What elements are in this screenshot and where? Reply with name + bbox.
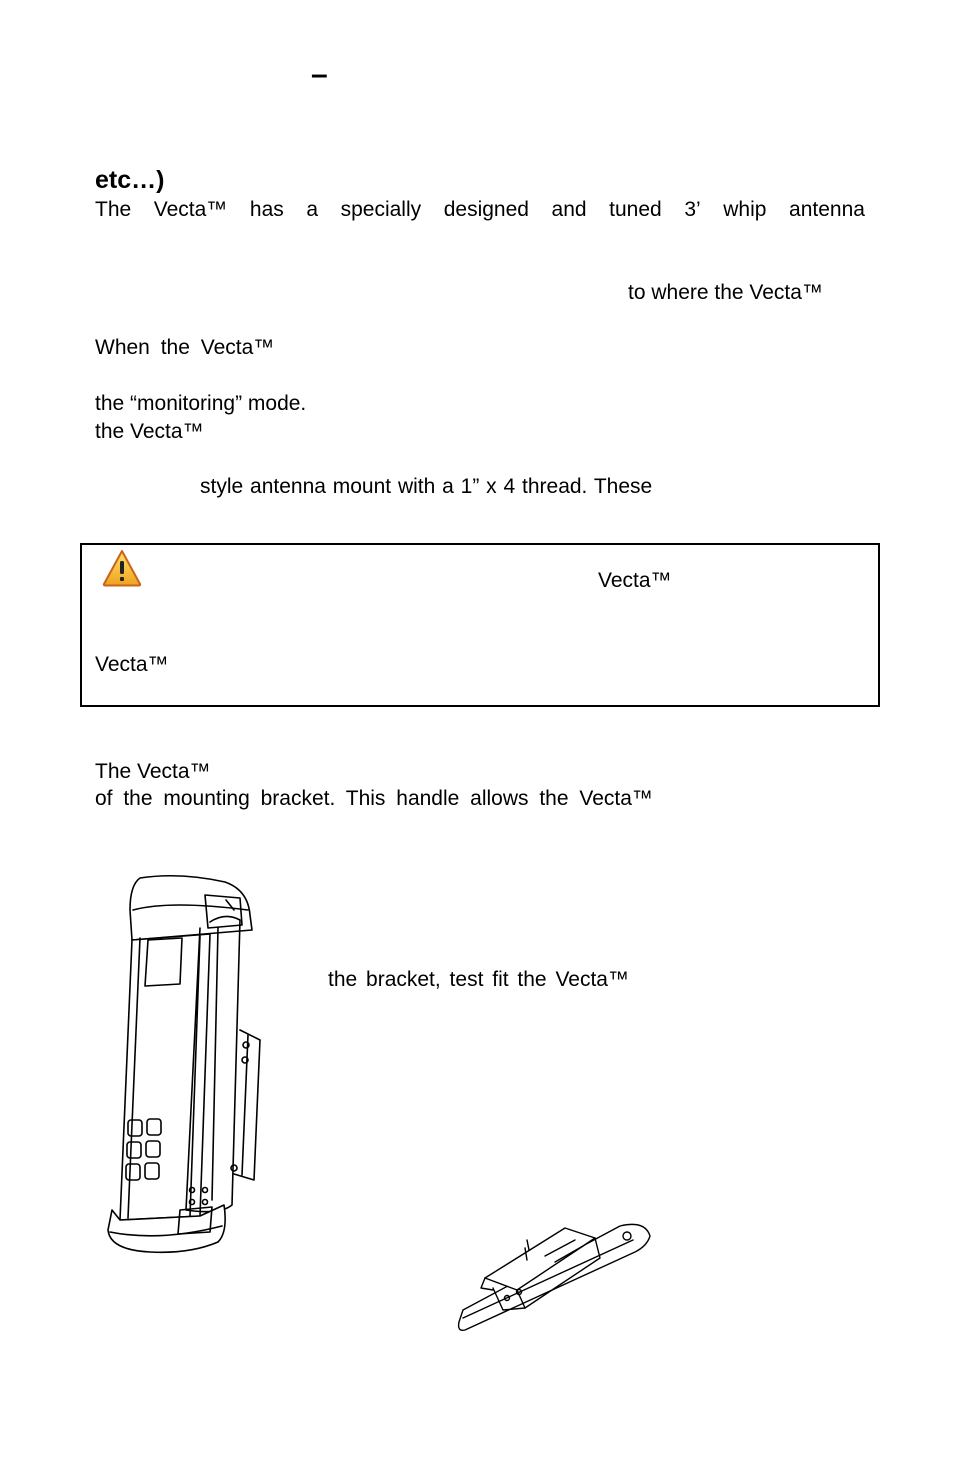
- antenna-line4: the “monitoring” mode.: [95, 392, 307, 415]
- antenna-line1-word: specially: [340, 198, 422, 221]
- antenna-line1-word: and: [551, 198, 587, 221]
- mounting-line2: of the mounting bracket. This handle allows the Vecta™: [95, 787, 653, 810]
- mounting-line1: The Vecta™: [95, 760, 211, 783]
- antenna-line3: When the Vecta™: [95, 336, 275, 359]
- warning-triangle-icon: [102, 549, 142, 587]
- antenna-paragraph-line1: [95, 197, 865, 223]
- warning-text-1: Vecta™: [598, 569, 672, 592]
- antenna-line2: to where the Vecta™: [628, 281, 823, 304]
- warning-box: [80, 543, 880, 707]
- header-dash: –: [311, 58, 328, 91]
- mounting-bracket-illustration: [455, 1218, 655, 1338]
- antenna-line1-word: has: [249, 198, 284, 221]
- antenna-line6: style antenna mount with a 1” x 4 thread. These: [200, 475, 653, 498]
- antenna-line1-word: Vecta™: [153, 198, 228, 221]
- section-heading: etc…): [95, 166, 165, 194]
- warning-text-2: Vecta™: [95, 653, 169, 676]
- antenna-line1-word: designed: [443, 198, 529, 221]
- antenna-line1-word: tuned: [609, 198, 662, 221]
- fit-instruction-text: the bracket, test fit the Vecta™: [328, 968, 629, 991]
- vecta-in-bracket-illustration: [100, 870, 280, 1260]
- antenna-line1-word: antenna: [789, 198, 865, 221]
- antenna-line1-word: The: [95, 198, 132, 221]
- antenna-line1-word: a: [306, 198, 319, 221]
- antenna-line1-word: whip: [723, 198, 767, 221]
- antenna-line5: the Vecta™: [95, 420, 204, 443]
- antenna-line1-word: 3’: [684, 198, 701, 221]
